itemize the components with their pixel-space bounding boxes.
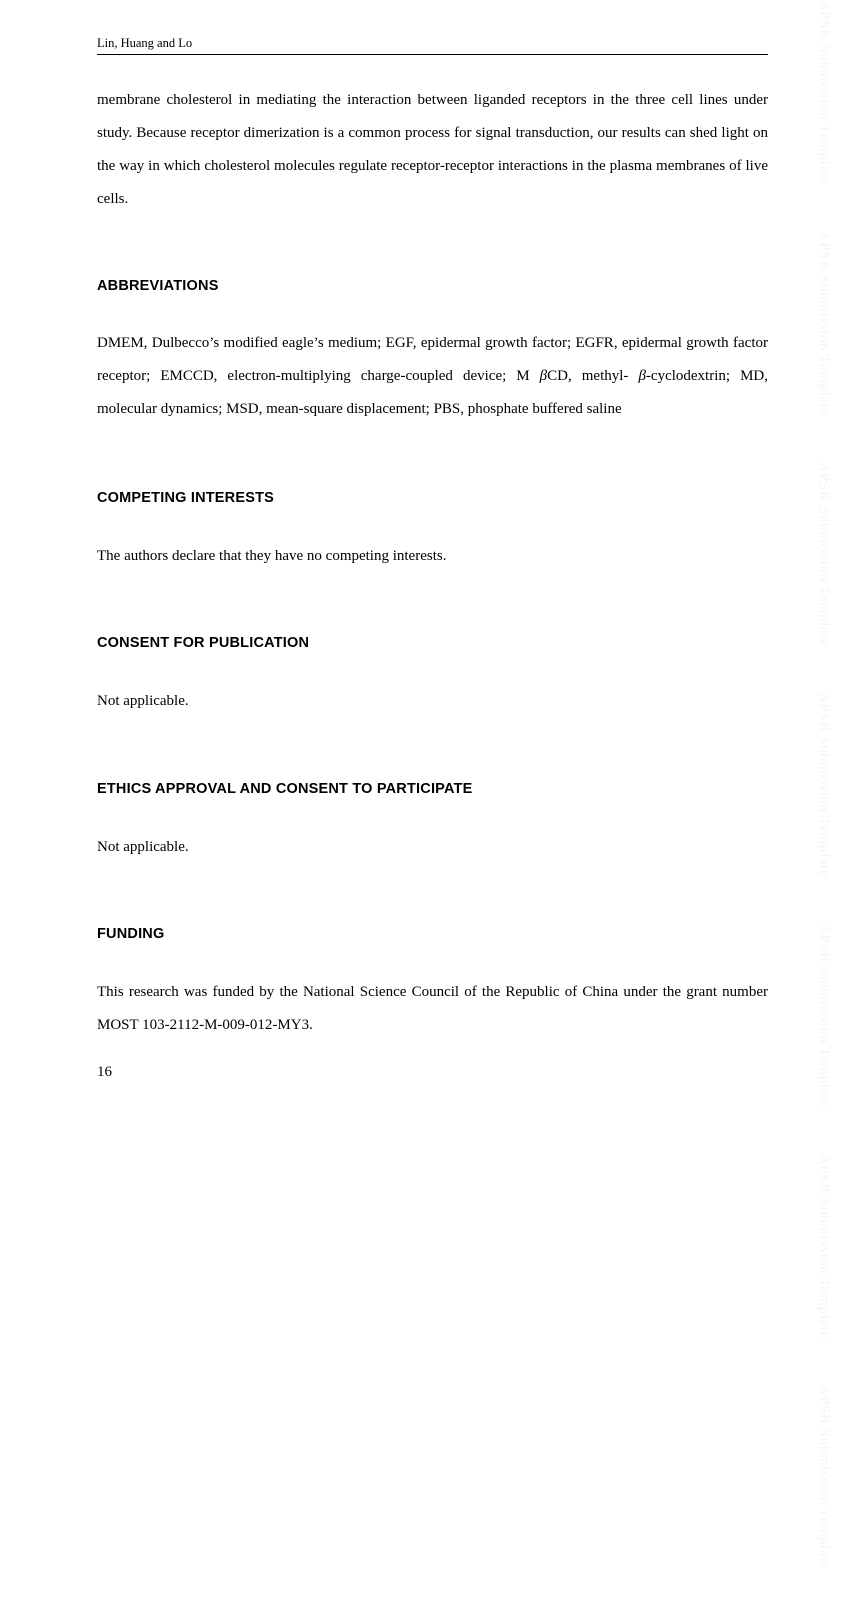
section-consent-for-publication-body — [97, 685, 768, 718]
running-header-text: Lin, Huang and Lo — [97, 36, 193, 50]
abbreviations-text-part-1: DMEM, Dulbecco’s modified eagle’s medium; EGF, epidermal growth factor; EGFR, epidermal growth factor receptor; EMCCD, electron-multiplying charge-coupled device; M — [97, 335, 768, 384]
watermark-strip — [798, 0, 850, 1570]
ethics-approval-paragraph: Not applicable. — [97, 839, 189, 855]
header-rule — [97, 54, 768, 55]
watermark-instance: APSR Submission Template — [816, 1153, 833, 1339]
watermark-instance: APSR Submission Template — [816, 923, 833, 1108]
section-consent-for-publication — [97, 634, 768, 652]
competing-interests-paragraph: The authors declare that they have no competing interests. — [97, 548, 447, 564]
section-heading-consent-for-publication: CONSENT FOR PUBLICATION — [97, 635, 310, 651]
section-abbreviations-body — [97, 327, 768, 426]
section-abbreviations — [97, 277, 768, 295]
greek-beta-symbol-2: β — [638, 368, 646, 384]
intro-paragraph-block — [97, 84, 768, 216]
section-heading-funding: FUNDING — [97, 926, 165, 942]
section-heading-competing-interests: COMPETING INTERESTS — [97, 490, 275, 506]
section-heading-abbreviations: ABBREVIATIONS — [97, 278, 219, 294]
section-funding-body — [97, 976, 768, 1042]
watermark-instance: APSR Submission Template — [816, 692, 833, 878]
watermark-instance: APSR Submission Template — [816, 230, 833, 416]
running-header — [97, 36, 768, 55]
funding-paragraph: This research was funded by the National Science Council of the Republic of China under the grant number MOST 103-2112-M-009-012-MY3. — [97, 984, 768, 1033]
section-funding — [97, 925, 768, 943]
page-number: 16 — [97, 1064, 112, 1080]
intro-paragraph: membrane cholesterol in mediating the interaction between liganded receptors in the three cell lines under study. Because receptor dimerization is a common process for signal transduction, our results can shed light on the way in which cholesterol molecules regulate receptor-receptor interactions in the plasma membranes of live cells. — [97, 92, 768, 207]
watermark-instance: APSR Submission Template — [816, 461, 833, 647]
abbreviations-text-part-3: -cyclodextrin; MD, molecular dynamics; MSD, mean-square displacement; PBS, phosphate buffered saline — [97, 368, 768, 417]
section-ethics-approval — [97, 780, 768, 798]
watermark-repeating-text — [798, 0, 850, 1570]
watermark-instance: APSR Submission Template — [816, 1384, 833, 1570]
section-ethics-approval-body — [97, 831, 768, 864]
consent-for-publication-paragraph: Not applicable. — [97, 693, 189, 709]
abbreviations-text-part-2: CD, methyl- — [547, 368, 639, 384]
abbreviations-paragraph — [97, 327, 768, 426]
section-heading-ethics-approval: ETHICS APPROVAL AND CONSENT TO PARTICIPATE — [97, 781, 473, 797]
section-competing-interests-body — [97, 540, 768, 573]
section-competing-interests — [97, 489, 768, 507]
greek-beta-symbol-1: β — [539, 368, 548, 384]
watermark-instance: APSR Submission Template — [816, 0, 833, 185]
